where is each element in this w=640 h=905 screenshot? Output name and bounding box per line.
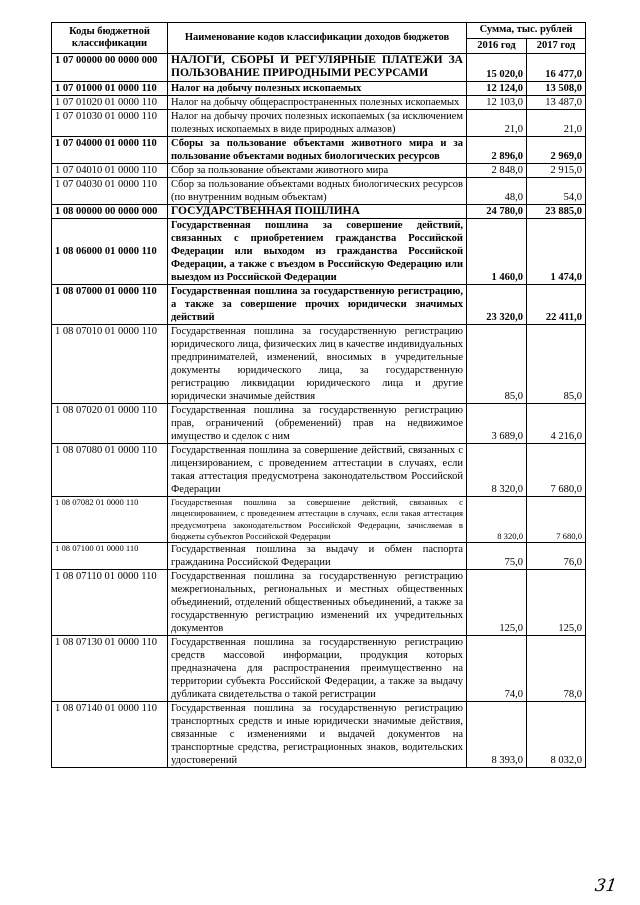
table-row [52, 95, 586, 109]
row-value-2017: 16 477,0 [527, 54, 586, 82]
row-code: 1 08 07020 01 0000 110 [52, 404, 168, 444]
row-value-2017: 125,0 [527, 570, 586, 636]
table-row [52, 497, 586, 543]
table-row [52, 636, 586, 702]
table-row [52, 219, 586, 285]
row-value-2016: 23 320,0 [467, 285, 527, 325]
row-code: 1 08 07000 01 0000 110 [52, 285, 168, 325]
row-code: 1 07 01020 01 0000 110 [52, 95, 168, 109]
row-name: Государственная пошлина за совершение действий, связанных с лицензированием, с проведением аттестации в случаях, если такая аттестация предусмотрена законодательством Российской Федерации [168, 444, 467, 497]
row-value-2016: 24 780,0 [467, 204, 527, 218]
row-value-2016: 3 689,0 [467, 404, 527, 444]
row-value-2017: 7 680,0 [527, 497, 586, 543]
row-code: 1 08 07130 01 0000 110 [52, 636, 168, 702]
table-row [52, 543, 586, 570]
row-value-2017: 54,0 [527, 177, 586, 204]
row-code: 1 08 07140 01 0000 110 [52, 702, 168, 768]
table-row [52, 444, 586, 497]
row-name: Государственная пошлина за совершение действий, связанных с приобретением гражданства Российской Федерации или выходом из гражданства Российской Федерации, а также с въездом в Российскую Федерацию или выездом из Российской Федерации [168, 219, 467, 285]
row-value-2017: 7 680,0 [527, 444, 586, 497]
table-row [52, 325, 586, 404]
row-name: Государственная пошлина за государственную регистрацию транспортных средств и иные юридически значимые действия, связанные с изменениями и выдачей документов на транспортные средства, регистрационных знаков, водительских удостоверений [168, 702, 467, 768]
row-value-2016: 2 896,0 [467, 136, 527, 163]
row-value-2017: 78,0 [527, 636, 586, 702]
row-value-2016: 21,0 [467, 109, 527, 136]
row-code: 1 07 04030 01 0000 110 [52, 177, 168, 204]
row-name: Государственная пошлина за государственную регистрацию межрегиональных, региональных и местных общественных объединений, отделений общественных объединений, а также за государственную регистрацию изменений их учредительных документов [168, 570, 467, 636]
row-value-2017: 13 487,0 [527, 95, 586, 109]
row-value-2017: 8 032,0 [527, 702, 586, 768]
row-value-2017: 2 915,0 [527, 163, 586, 177]
row-value-2016: 85,0 [467, 325, 527, 404]
header-year-2017: 2017 год [527, 38, 586, 54]
row-value-2016: 48,0 [467, 177, 527, 204]
row-name: Государственная пошлина за государственную регистрацию прав, ограничений (обременений) прав на недвижимое имущество и сделок с ним [168, 404, 467, 444]
row-value-2017: 85,0 [527, 325, 586, 404]
table-row [52, 163, 586, 177]
row-value-2016: 8 320,0 [467, 497, 527, 543]
table-header-row [52, 23, 586, 39]
row-name: Налог на добычу прочих полезных ископаемых (за исключением полезных ископаемых в виде природных алмазов) [168, 109, 467, 136]
row-name: Сборы за пользование объектами животного мира и за пользование объектами водных биологических ресурсов [168, 136, 467, 163]
table-row [52, 109, 586, 136]
page-number: 31 [593, 876, 619, 896]
header-name: Наименование кодов классификации доходов бюджетов [168, 23, 467, 54]
row-name: Сбор за пользование объектами животного мира [168, 163, 467, 177]
row-value-2016: 8 320,0 [467, 444, 527, 497]
table-row [52, 54, 586, 82]
row-name: Сбор за пользование объектами водных биологических ресурсов (по внутренним водным объектам) [168, 177, 467, 204]
row-value-2016: 125,0 [467, 570, 527, 636]
row-value-2017: 21,0 [527, 109, 586, 136]
row-name: ГОСУДАРСТВЕННАЯ ПОШЛИНА [168, 204, 467, 218]
row-value-2016: 2 848,0 [467, 163, 527, 177]
row-name: Государственная пошлина за государственную регистрацию, а также за совершение прочих юридически значимых действий [168, 285, 467, 325]
row-code: 1 08 07110 01 0000 110 [52, 570, 168, 636]
row-code: 1 08 07010 01 0000 110 [52, 325, 168, 404]
table-row [52, 404, 586, 444]
row-code: 1 07 01030 01 0000 110 [52, 109, 168, 136]
row-name: Государственная пошлина за государственную регистрацию юридического лица, физических лиц в качестве индивидуальных предпринимателей, изменений, вносимых в учредительные документы юридического лица, за государственную регистрацию ликвидации юридического лица и другие юридически значимые действия [168, 325, 467, 404]
row-value-2017: 4 216,0 [527, 404, 586, 444]
row-value-2016: 8 393,0 [467, 702, 527, 768]
revenue-table [51, 22, 586, 768]
table-row [52, 570, 586, 636]
row-name: Государственная пошлина за государственную регистрацию средств массовой информации, продукция которых предназначена для распространения преимущественно на территории субъекта Российской Федерации, а также за выдачу дубликата свидетельства о такой регистрации [168, 636, 467, 702]
row-name: Налог на добычу общераспространенных полезных ископаемых [168, 95, 467, 109]
table-row [52, 177, 586, 204]
table-row [52, 204, 586, 218]
row-value-2016: 15 020,0 [467, 54, 527, 82]
row-code: 1 08 07082 01 0000 110 [52, 497, 168, 543]
header-year-2016: 2016 год [467, 38, 527, 54]
table-row [52, 81, 586, 95]
row-value-2017: 1 474,0 [527, 219, 586, 285]
row-value-2017: 23 885,0 [527, 204, 586, 218]
row-value-2016: 12 124,0 [467, 81, 527, 95]
row-value-2016: 1 460,0 [467, 219, 527, 285]
table-row [52, 285, 586, 325]
row-value-2016: 75,0 [467, 543, 527, 570]
row-name: Налог на добычу полезных ископаемых [168, 81, 467, 95]
row-code: 1 08 07080 01 0000 110 [52, 444, 168, 497]
row-name: Государственная пошлина за совершение действий, связанных с лицензированием, с проведением аттестации в случаях, если такая аттестация предусмотрена законодательством Российской Федерации, зачисляемая в бюджеты субъектов Российской Федерации [168, 497, 467, 543]
row-value-2017: 13 508,0 [527, 81, 586, 95]
row-value-2017: 76,0 [527, 543, 586, 570]
row-code: 1 07 04010 01 0000 110 [52, 163, 168, 177]
row-value-2017: 2 969,0 [527, 136, 586, 163]
row-name: Государственная пошлина за выдачу и обмен паспорта гражданина Российской Федерации [168, 543, 467, 570]
row-code: 1 07 00000 00 0000 000 [52, 54, 168, 82]
row-code: 1 08 00000 00 0000 000 [52, 204, 168, 218]
header-codes: Коды бюджетной классификации [52, 23, 168, 54]
table-row [52, 136, 586, 163]
row-code: 1 08 07100 01 0000 110 [52, 543, 168, 570]
row-code: 1 07 04000 01 0000 110 [52, 136, 168, 163]
row-code: 1 07 01000 01 0000 110 [52, 81, 168, 95]
table-row [52, 702, 586, 768]
header-sum: Сумма, тыс. рублей [467, 23, 586, 39]
row-value-2017: 22 411,0 [527, 285, 586, 325]
row-value-2016: 12 103,0 [467, 95, 527, 109]
row-code: 1 08 06000 01 0000 110 [52, 219, 168, 285]
row-name: НАЛОГИ, СБОРЫ И РЕГУЛЯРНЫЕ ПЛАТЕЖИ ЗА ПОЛЬЗОВАНИЕ ПРИРОДНЫМИ РЕСУРСАМИ [168, 54, 467, 82]
row-value-2016: 74,0 [467, 636, 527, 702]
